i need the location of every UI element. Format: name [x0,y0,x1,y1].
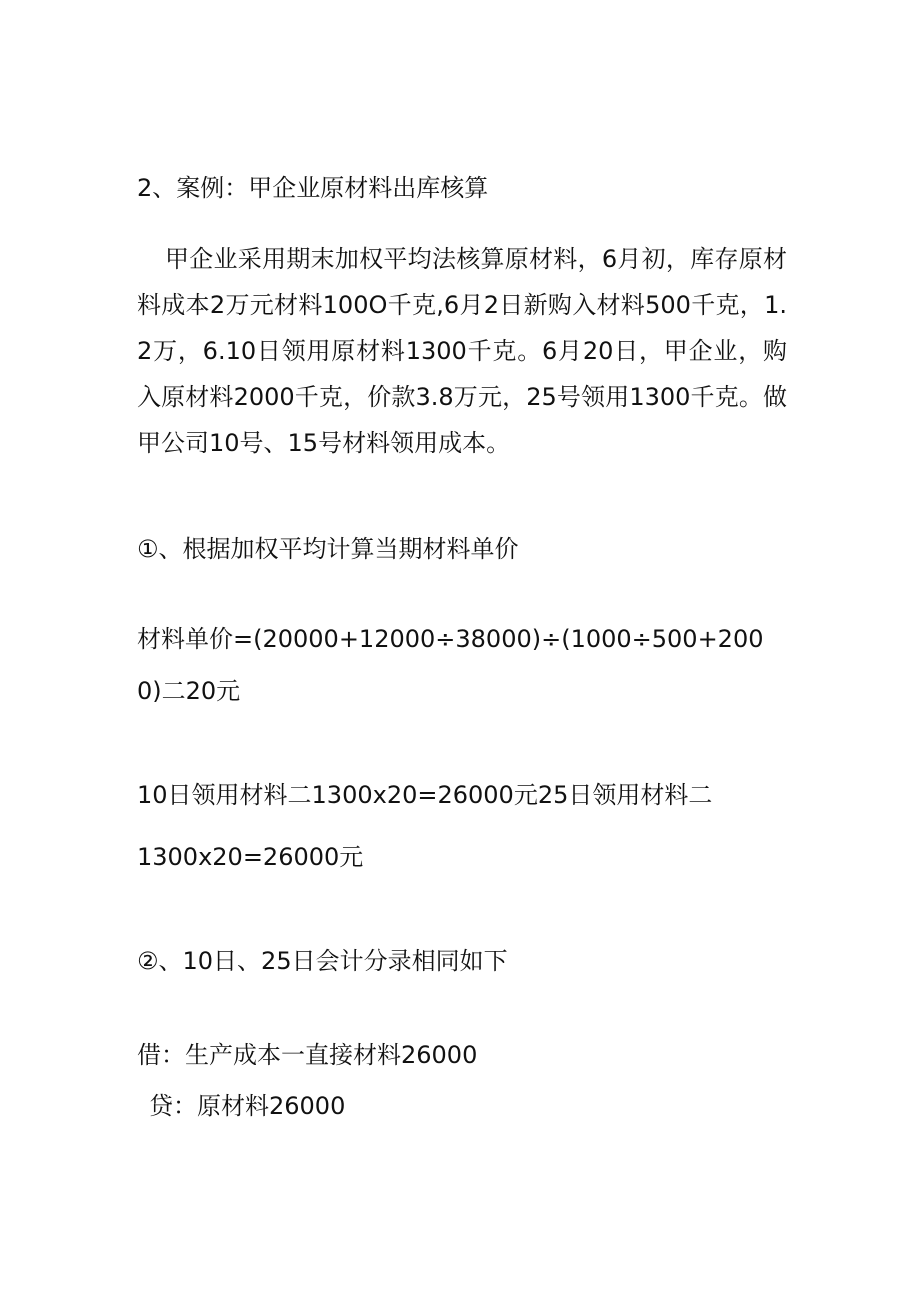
credit-entry: 贷：原材料26000 [149,1092,346,1120]
case-description: 甲企业采用期末加权平均法核算原材料，6月初，库存原材料成本2万元材料100O千克,6月2日新购入材料500千克，1.2万，6.10日领用原材料1300千克。6月20日，甲企业，购入原材料2000千克，价款3.8万元，25号领用1300千克。做甲公司10号、15号材料领用成本。 [137,245,787,457]
debit-entry: 借：生产成本一直接材料26000 [137,1041,478,1069]
step-1-title: ①、根据加权平均计算当期材料单价 [137,535,519,563]
step-2-title: ②、10日、25日会计分录相同如下 [137,947,508,975]
usage-calculation-line-2: 1300x20=26000元 [137,843,364,871]
unit-price-formula: 材料单价=(20000+12000÷38000)÷(1000÷500+2000)二20元 [137,625,764,705]
usage-calculation-line-1: 10日领用材料二1300x20=26000元25日领用材料二 [137,781,713,809]
section-heading: 2、案例：甲企业原材料出库核算 [137,174,489,202]
